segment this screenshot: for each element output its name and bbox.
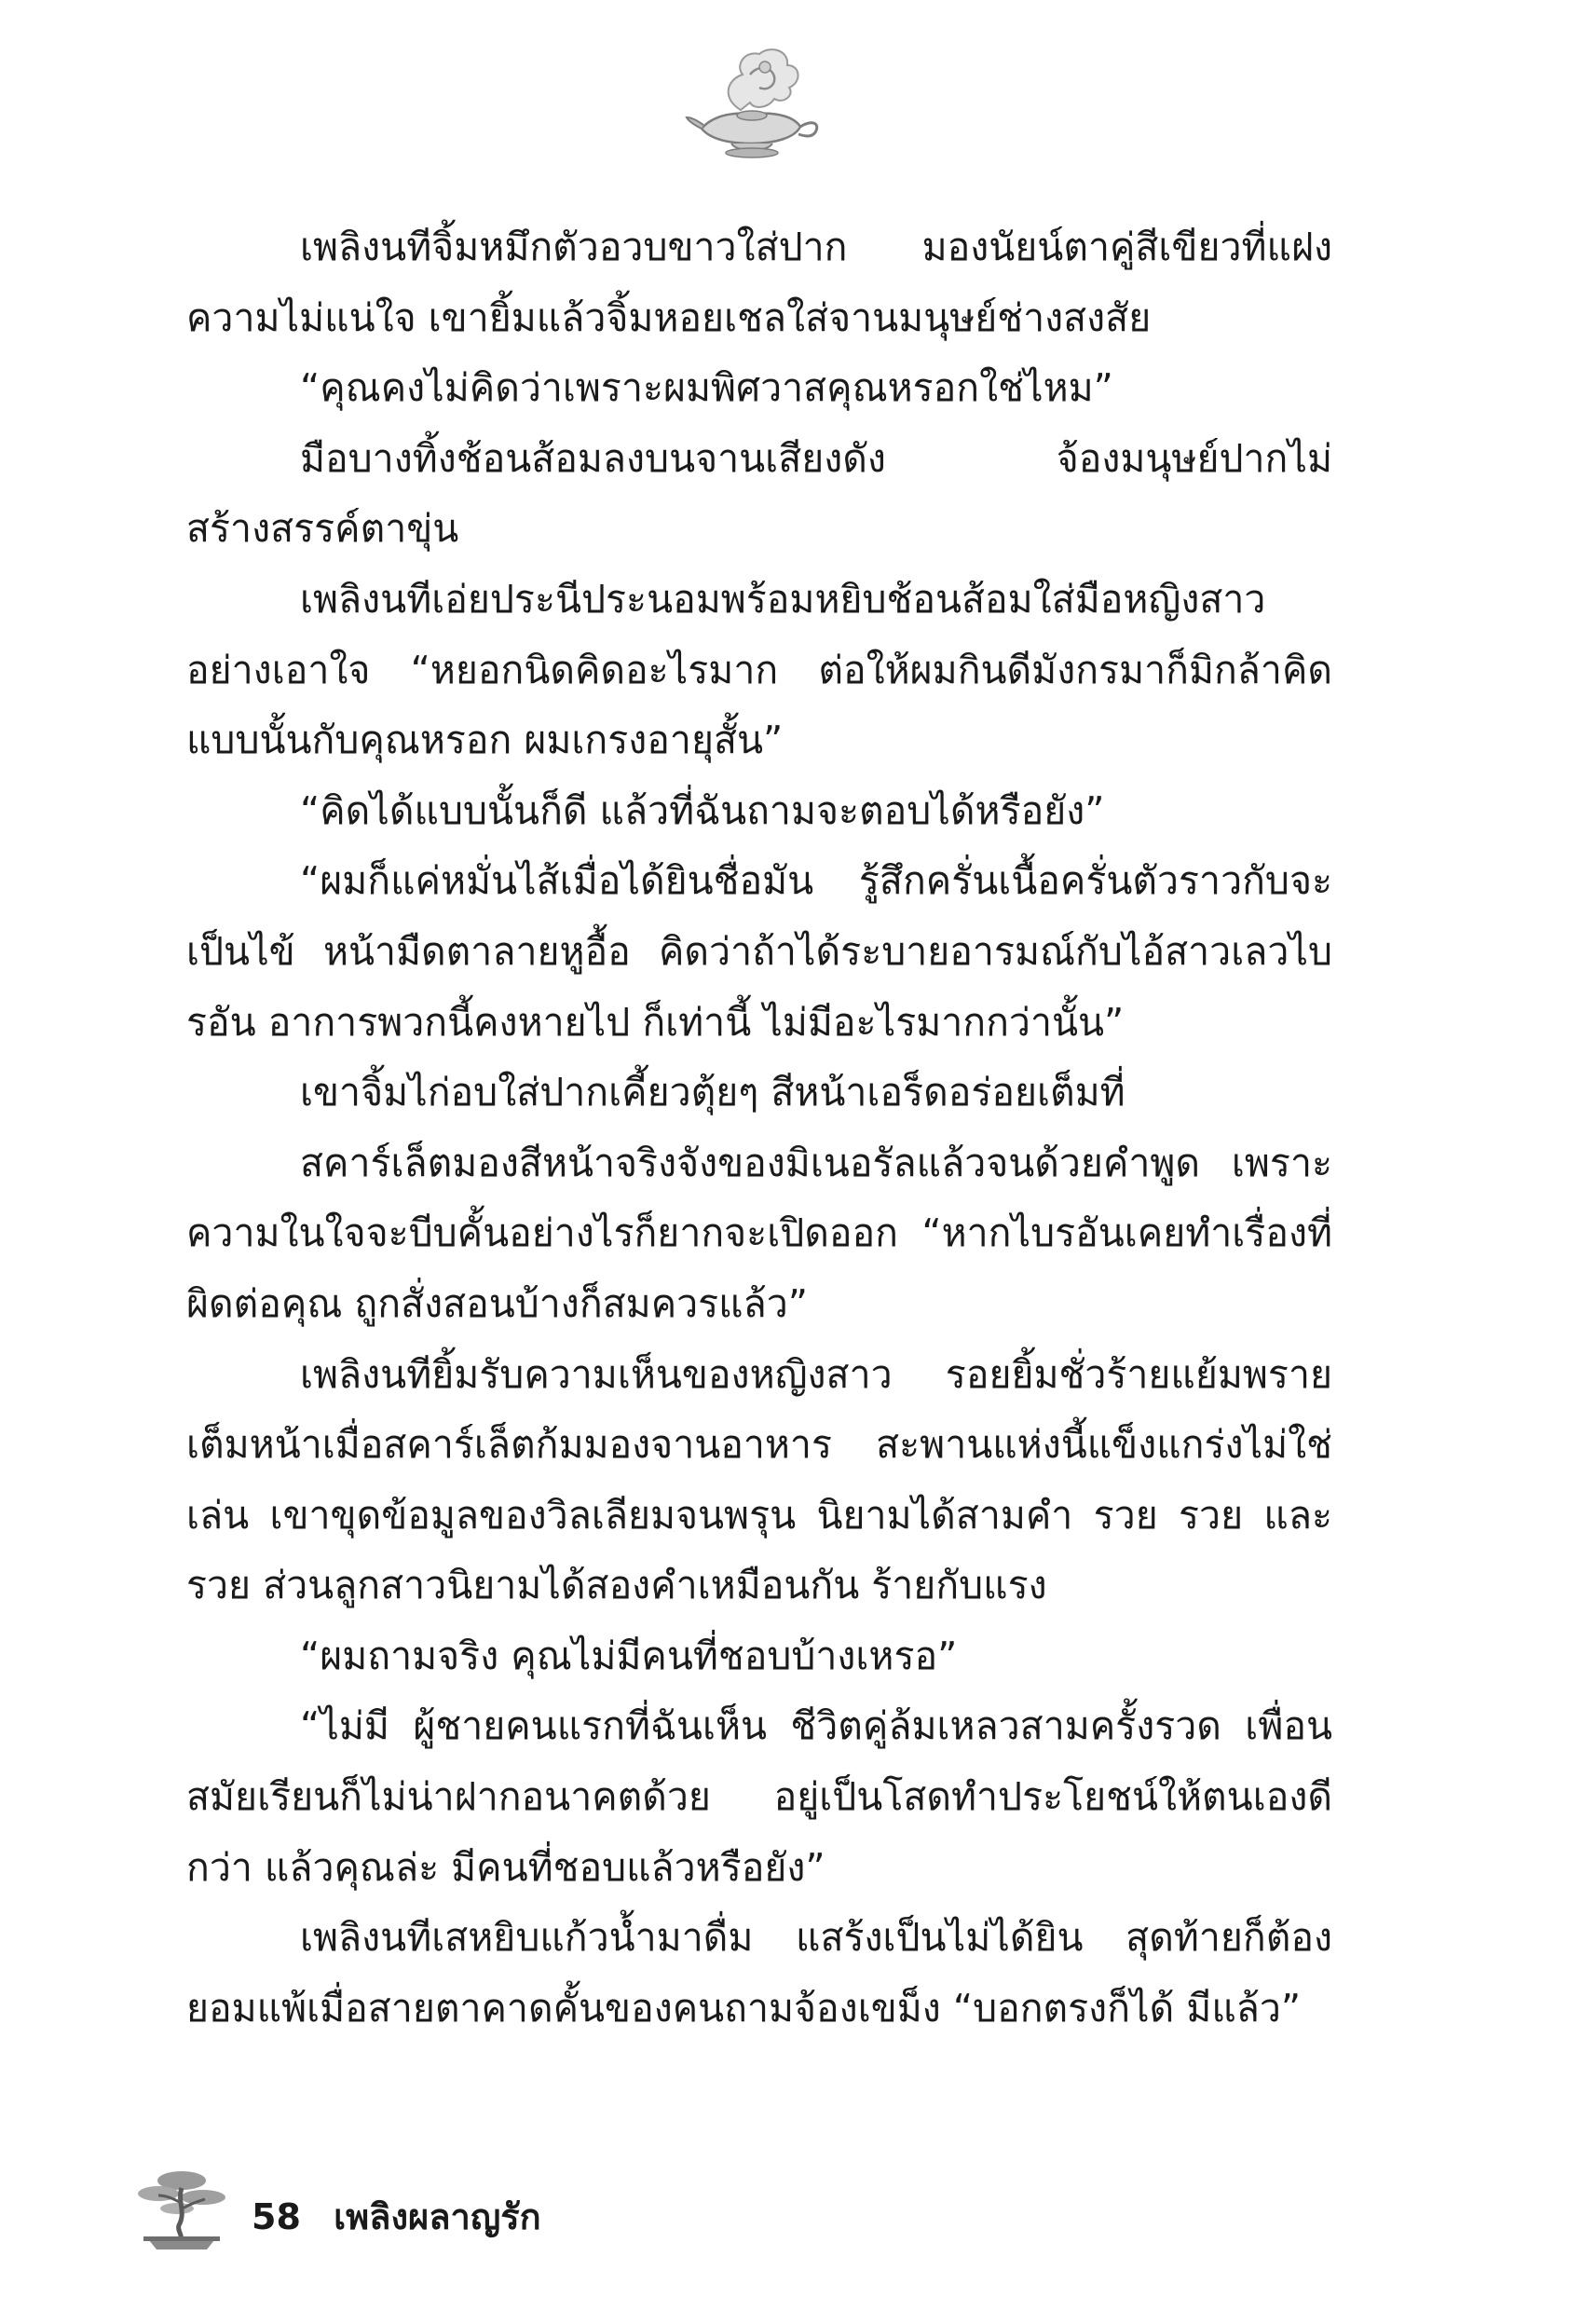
page-number: 58 bbox=[252, 2196, 301, 2237]
page-footer bbox=[130, 2160, 783, 2263]
paragraph: “ผมก็แค่หมั่นไส้เมื่อได้ยินชื่อมัน รู้สึกครั่นเนื้อครั่นตัวราวกับจะเป็นไข้ หน้ามืดตาลายหูอื้อ คิดว่าถ้าได้ระบายอารมณ์กับไอ้สาวเลวไบรอัน อาการพวกนี้คงหายไป ก็เท่านี้ ไม่มีอะไรมากกว่านั้น” bbox=[186, 858, 1332, 1045]
body-text bbox=[186, 212, 1332, 2044]
footer-text bbox=[252, 2188, 541, 2245]
paragraph: เพลิงนทีเสหยิบแก้วน้ำมาดื่ม แสร้งเป็นไม่ได้ยิน สุดท้ายก็ต้องยอมแพ้เมื่อสายตาคาดคั้นของคนถามจ้องเขม็ง “บอกตรงก็ได้ มีแล้ว” bbox=[186, 1915, 1332, 2031]
book-title: เพลิงผลาญรัก bbox=[334, 2196, 541, 2237]
paragraph: สคาร์เล็ตมองสีหน้าจริงจังของมิเนอรัลแล้วจนด้วยคำพูด เพราะความในใจจะบีบคั้นอย่างไรก็ยากจะเปิดออก “หากไบรอันเคยทำเรื่องที่ผิดต่อคุณ ถูกสั่งสอนบ้างก็สมควรแล้ว” bbox=[186, 1140, 1332, 1326]
paragraph: เพลิงนทีจิ้มหมึกตัวอวบขาวใส่ปาก มองนัยน์ตาคู่สีเขียวที่แฝงความไม่แน่ใจ เขายิ้มแล้วจิ้มหอยเชลใส่จานมนุษย์ช่างสงสัย bbox=[186, 225, 1332, 340]
paragraph: เพลิงนทีเอ่ยประนีประนอมพร้อมหยิบช้อนส้อมใส่มือหญิงสาวอย่างเอาใจ “หยอกนิดคิดอะไรมาก ต่อให้ผมกินดีมังกรมาก็มิกล้าคิดแบบนั้นกับคุณหรอก ผมเกรงอายุสั้น” bbox=[186, 576, 1332, 763]
paragraph: “คุณคงไม่คิดว่าเพราะผมพิศวาสคุณหรอกใช่ไหม” bbox=[300, 365, 1113, 411]
bonsai-tree-icon bbox=[130, 2160, 233, 2253]
genie-lamp-icon bbox=[685, 37, 825, 163]
paragraph: “ไม่มี ผู้ชายคนแรกที่ฉันเห็น ชีวิตคู่ล้มเหลวสามครั้งรวด เพื่อนสมัยเรียนก็ไม่น่าฝากอนาคตด้วย อยู่เป็นโสดทำประโยชน์ให้ตนเองดีกว่า แล้วคุณล่ะ มีคนที่ชอบแล้วหรือยัง” bbox=[186, 1703, 1332, 1890]
paragraph: เพลิงนทียิ้มรับความเห็นของหญิงสาว รอยยิ้มชั่วร้ายแย้มพรายเต็มหน้าเมื่อสคาร์เล็ตก้มมองจานอาหาร สะพานแห่งนี้แข็งแกร่งไม่ใช่เล่น เขาขุดข้อมูลของวิลเลียมจนพรุน นิยามได้สามคำ รวย รวย และรวย ส่วนลูกสาวนิยามได้สองคำเหมือนกัน ร้ายกับแรง bbox=[186, 1351, 1332, 1608]
paragraph: เขาจิ้มไก่อบใส่ปากเคี้ยวตุ้ยๆ สีหน้าเอร็ดอร่อยเต็มที่ bbox=[300, 1070, 1125, 1115]
paragraph: มือบางทิ้งช้อนส้อมลงบนจานเสียงดัง จ้องมนุษย์ปากไม่สร้างสรรค์ตาขุ่น bbox=[186, 435, 1332, 552]
paragraph: “คิดได้แบบนั้นก็ดี แล้วที่ฉันถามจะตอบได้หรือยัง” bbox=[300, 787, 1105, 833]
paragraph: “ผมถามจริง คุณไม่มีคนที่ชอบบ้างเหรอ” bbox=[300, 1633, 958, 1678]
